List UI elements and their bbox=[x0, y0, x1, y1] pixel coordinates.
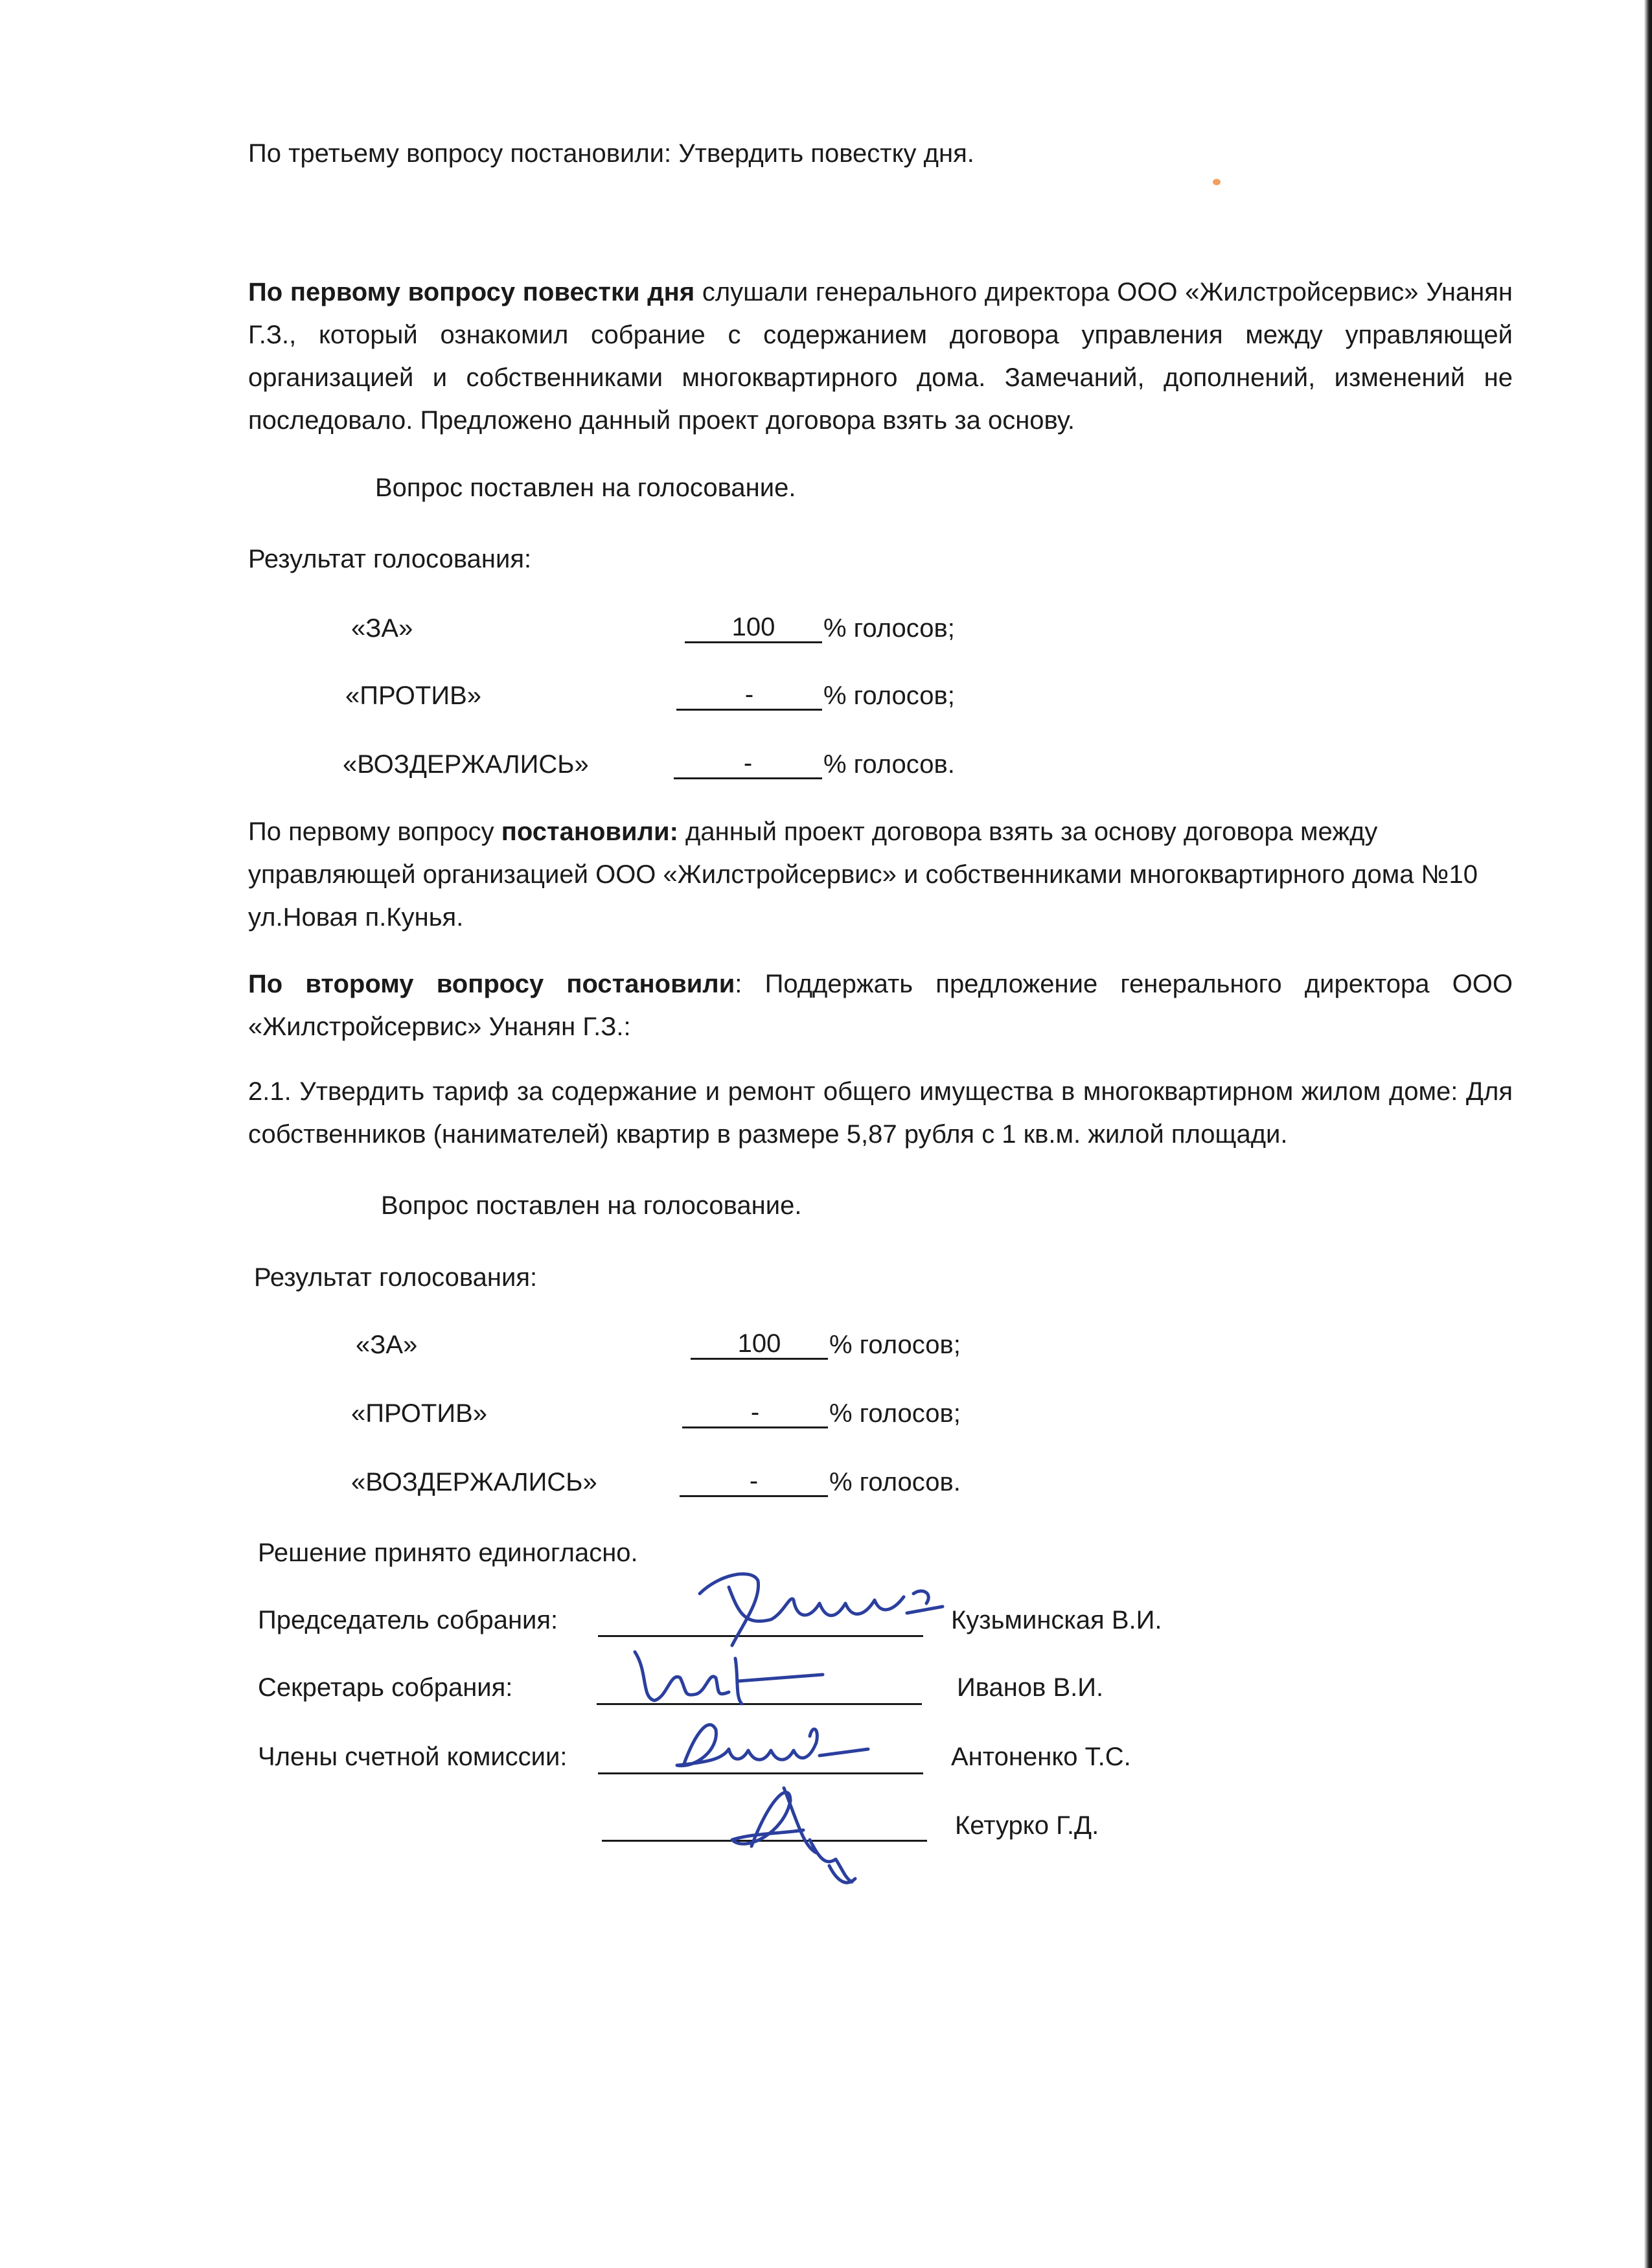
item2-text: : Поддержать предложение генерального директора ООО «Жилстройсервис» Унанян Г.З.: bbox=[248, 970, 1513, 1041]
item1-vote-against-value: - bbox=[744, 680, 754, 709]
item1-vote-abstain-suffix: % голосов. bbox=[823, 750, 955, 779]
item1-vote-for-label: «ЗА» bbox=[351, 614, 413, 643]
item2-vote-against-suffix: % голосов; bbox=[829, 1399, 961, 1428]
item2-vote-against-label: «ПРОТИВ» bbox=[351, 1399, 488, 1428]
commission-member-1-name: Антоненко Т.С. bbox=[951, 1743, 1131, 1771]
item1-vote-for-value: 100 bbox=[731, 613, 775, 641]
unanimous-decision: Решение принято единогласно. bbox=[258, 1539, 638, 1567]
scan-speck bbox=[1213, 179, 1221, 185]
item1-decision bbox=[248, 810, 1513, 939]
item2-vote-for-value: 100 bbox=[737, 1329, 781, 1358]
item1-vote-for-suffix: % голосов; bbox=[823, 614, 955, 643]
item1-text: слушали генерального директора ООО «Жилстройсервис» Унанян Г.З., который ознакомил собрание с содержанием договора управления между управляющей организацией и собственниками многоквартирного дома. Замечаний, дополнений, изменений не последовало. Предложено данный проект договора взять за основу. bbox=[248, 278, 1513, 435]
item2-vote-call: Вопрос поставлен на голосование. bbox=[381, 1191, 802, 1220]
item1-vote-against-suffix: % голосов; bbox=[823, 682, 955, 710]
commission-member-2-signature bbox=[706, 1769, 875, 1898]
item2-heading: По второму вопросу постановили bbox=[248, 970, 735, 998]
secretary-name: Иванов В.И. bbox=[957, 1673, 1104, 1702]
item2-subitem: 2.1. Утвердить тариф за содержание и ремонт общего имущества в многоквартирном жилом доме: Для собственников (нанимателей) квартир в размере 5,87 рубля с 1 кв.м. жилой площади. bbox=[248, 1077, 1513, 1149]
scan-edge bbox=[1644, 0, 1652, 2268]
item1-result-label: Результат голосования: bbox=[248, 545, 532, 573]
commission-member-2-name: Кетурко Г.Д. bbox=[955, 1811, 1099, 1840]
item1-vote-against-label: «ПРОТИВ» bbox=[345, 682, 482, 710]
item1-heading: По первому вопросу повестки дня bbox=[248, 278, 695, 306]
item1-decision-keyword: постановили: bbox=[501, 818, 678, 846]
item2-vote-abstain-label: «ВОЗДЕРЖАЛИСЬ» bbox=[351, 1468, 597, 1496]
item1-decision-text: данный проект договора взять за основу договора между управляющей организацией ООО «Жилстройсервис» и собственниками многоквартирного дома №10 ул.Новая п.Кунья. bbox=[248, 818, 1478, 932]
item1-paragraph bbox=[248, 271, 1513, 442]
item2-vote-for-suffix: % голосов; bbox=[829, 1331, 961, 1359]
chairman-role: Председатель собрания: bbox=[258, 1606, 558, 1634]
item2-paragraph bbox=[248, 963, 1513, 1048]
item2-vote-against-value: - bbox=[750, 1398, 760, 1426]
item2-vote-abstain-suffix: % голосов. bbox=[829, 1468, 961, 1496]
counting-commission-role: Члены счетной комиссии: bbox=[258, 1743, 568, 1771]
chairman-name: Кузьминская В.И. bbox=[951, 1606, 1162, 1634]
item2-vote-abstain-value: - bbox=[749, 1467, 759, 1495]
item2-vote-for-label: «ЗА» bbox=[356, 1331, 418, 1359]
item1-vote-abstain-label: «ВОЗДЕРЖАЛИСЬ» bbox=[343, 750, 589, 779]
item1-vote-call: Вопрос поставлен на голосование. bbox=[375, 474, 796, 502]
item1-vote-abstain-value: - bbox=[743, 749, 753, 777]
q3-resolution: По третьему вопросу постановили: Утвердить повестку дня. bbox=[248, 139, 974, 168]
item1-decision-prefix: По первому вопросу bbox=[248, 818, 501, 846]
item2-result-label: Результат голосования: bbox=[254, 1263, 538, 1292]
secretary-role: Секретарь собрания: bbox=[258, 1673, 513, 1702]
